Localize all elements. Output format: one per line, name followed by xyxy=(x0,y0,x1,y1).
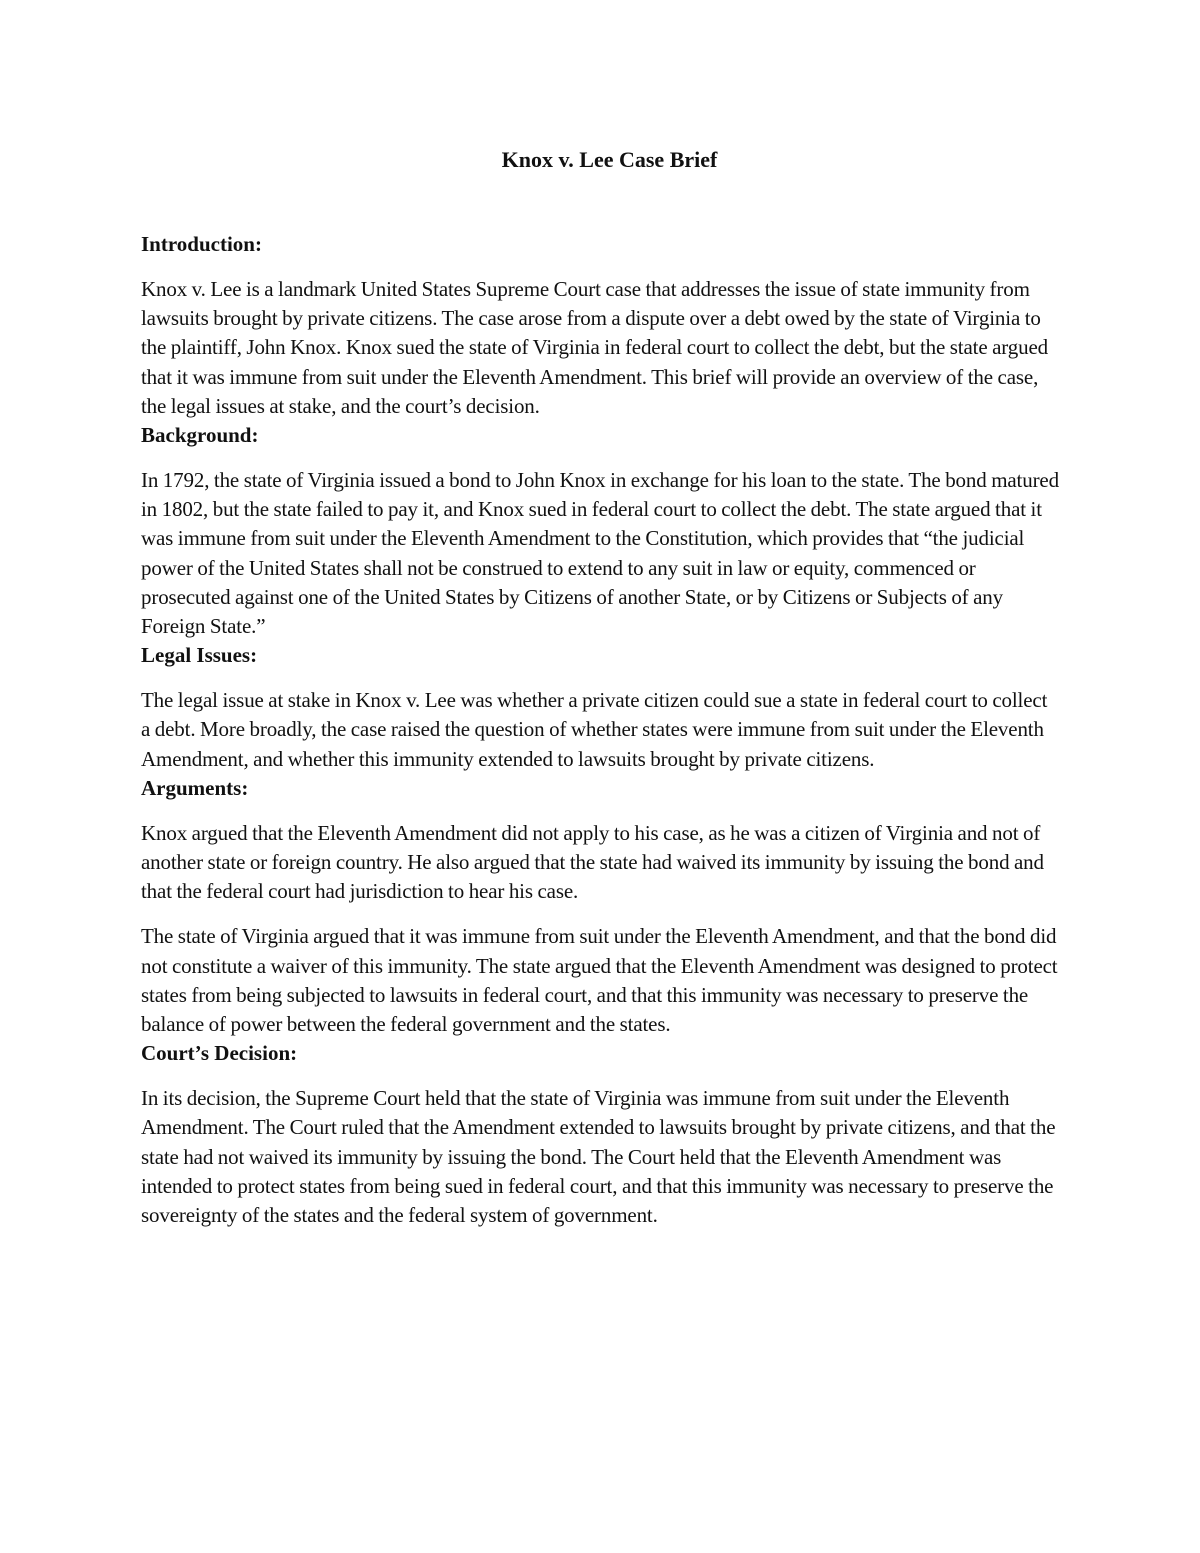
section-heading-introduction: Introduction: xyxy=(141,232,262,256)
section-legal-issues xyxy=(141,641,1060,774)
section-heading-background: Background: xyxy=(141,423,259,448)
introduction-paragraph: Knox v. Lee is a landmark United States Supreme Court case that addresses the issue of state immunity from lawsuits brought by private citizens. The case arose from a dispute over a debt owed by the state of Virginia to the plaintiff, John Knox. Knox sued the state of Virginia in federal court to collect the debt, but the state argued that it was immune from suit under the Eleventh Amendment. This brief will provide an overview of the case, the legal issues at stake, and the court’s decision. xyxy=(141,277,1048,418)
background-paragraph: In 1792, the state of Virginia issued a bond to John Knox in exchange for his loan to the state. The bond matured in 1802, but the state failed to pay it, and Knox sued in federal court to collect the debt. The state argued that it was immune from suit under the Eleventh Amendment to the Constitution, which provides that “the judicial power of the United States shall not be construed to extend to any suit in law or equity, commenced or prosecuted against one of the United States by Citizens of another State, or by Citizens or Subjects of any Foreign State.” xyxy=(141,468,1059,639)
section-heading-courts-decision: Court’s Decision: xyxy=(141,1041,298,1066)
arguments-paragraph-virginia: The state of Virginia argued that it was immune from suit under the Eleventh Amendment, and that the bond did not constitute a waiver of this immunity. The state argued that the Eleventh Amendment was designed to protect states from being subjected to lawsuits in federal court, and that this immunity was necessary to preserve the balance of power between the federal government and the states. xyxy=(141,924,1058,1037)
section-background xyxy=(141,421,1060,641)
section-arguments xyxy=(141,774,1060,1039)
arguments-paragraph-knox: Knox argued that the Eleventh Amendment did not apply to his case, as he was a citizen of Virginia and not of another state or foreign country. He also argued that the state had waived its immunity by issuing the bond and that the federal court had jurisdiction to hear his case. xyxy=(141,820,1044,904)
section-heading-arguments: Arguments: xyxy=(141,775,249,800)
section-heading-legal-issues: Legal Issues: xyxy=(141,643,258,668)
section-introduction xyxy=(141,230,1060,421)
section-courts-decision xyxy=(141,1039,1060,1230)
legal-issues-paragraph: The legal issue at stake in Knox v. Lee was whether a private citizen could sue a state in federal court to collect a debt. More broadly, the case raised the question of whether states were immune from suit under the Eleventh Amendment, and whether this immunity extended to lawsuits brought by private citizens. xyxy=(141,688,1048,771)
courts-decision-paragraph: In its decision, the Supreme Court held that the state of Virginia was immune from suit under the Eleventh Amendment. The Court ruled that the Amendment extended to lawsuits brought by private citizens, and that the state had not waived its immunity by issuing the bond. The Court held that the Eleventh Amendment was intended to protect states from being sued in federal court, and that this immunity was necessary to preserve the sovereignty of the states and the federal system of government. xyxy=(141,1086,1056,1228)
document-title: Knox v. Lee Case Brief xyxy=(501,147,718,172)
